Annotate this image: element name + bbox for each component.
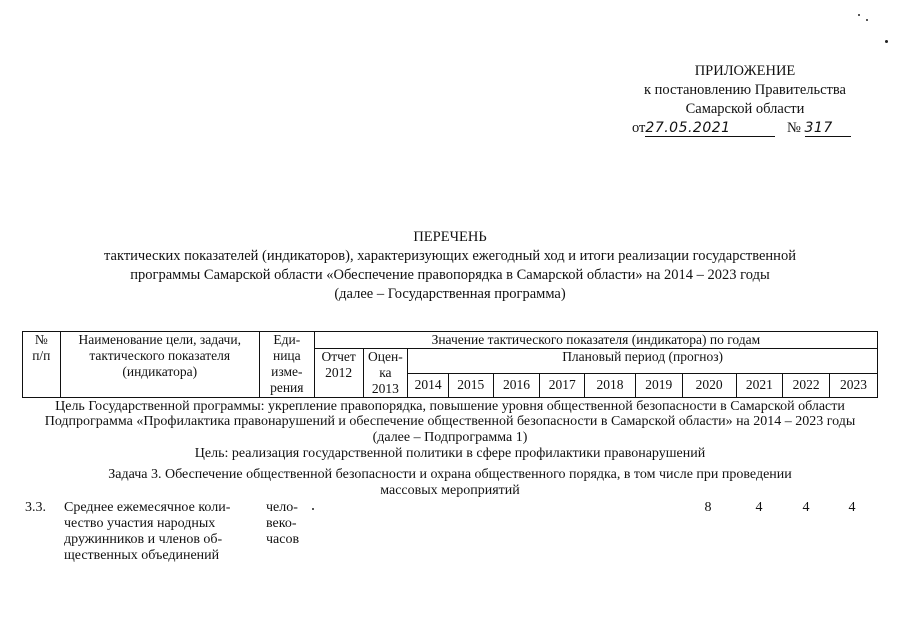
- plan-header: Плановый период (прогноз): [408, 349, 878, 374]
- row-value-2023: 4: [848, 500, 856, 515]
- row-unit-l2: веко-: [266, 516, 297, 531]
- year-header: 2015: [448, 373, 493, 398]
- estimate-l3: 2013: [371, 381, 399, 396]
- indicators-table-header: [22, 331, 878, 398]
- col-unit-l2: ница: [272, 348, 301, 363]
- col-unit-header: [259, 332, 314, 398]
- row-unit-l3: часов: [266, 532, 300, 547]
- report-header: [314, 349, 363, 398]
- date-value: 27.05.2021: [645, 120, 731, 136]
- col-unit-l3: изме-: [271, 364, 303, 379]
- title-line-1: тактических показателей (индикаторов), характеризующих ежегодный ход и итоги реализации государственной: [104, 248, 796, 264]
- year-header: 2021: [736, 373, 783, 398]
- row-name-l3: дружинников и членов об-: [64, 532, 223, 547]
- subprogram-title: [22, 414, 878, 446]
- col-name-l1: Наименование цели, задачи,: [78, 332, 241, 347]
- col-name-header: [60, 332, 259, 398]
- col-unit-l4: рения: [270, 380, 304, 395]
- year-header: 2018: [585, 373, 636, 398]
- annex-line-2: Самарской области: [685, 101, 805, 117]
- col-num-l2: п/п: [32, 348, 51, 363]
- task-line-2: массовых мероприятий: [380, 483, 520, 498]
- col-name-l3: (индикатора): [122, 364, 198, 379]
- subprogram-line-1: Подпрограмма «Профилактика правонарушений и обеспечение общественной безопасности в Самарской области» на 2014 – 2023 годы: [44, 414, 856, 429]
- number-field: [805, 121, 851, 137]
- title-line-2: программы Самарской области «Обеспечение правопорядка в Самарской области» на 2014 – 2023 годы: [130, 267, 770, 283]
- row-unit: [266, 500, 316, 548]
- year-header: 2016: [493, 373, 540, 398]
- date-field: [645, 121, 775, 137]
- task-title: [22, 467, 878, 499]
- annex-heading: ПРИЛОЖЕНИЕ: [694, 63, 796, 79]
- row-indicator-name: [64, 500, 264, 564]
- estimate-header: [363, 349, 408, 398]
- col-num-l1: №: [34, 332, 48, 347]
- annex-date-line: [600, 119, 890, 138]
- row-name-l4: щественных объединений: [64, 548, 220, 563]
- number-prefix: №: [787, 120, 801, 136]
- date-prefix: от: [632, 120, 646, 136]
- year-header: 2019: [635, 373, 682, 398]
- col-name-l2: тактического показателя: [89, 348, 231, 363]
- row-value-2021: 4: [755, 500, 763, 515]
- year-header: 2017: [540, 373, 585, 398]
- values-header: Значение тактического показателя (индикатора) по годам: [314, 332, 877, 349]
- document-title: [40, 228, 860, 304]
- subprogram-purpose: Цель: реализация государственной политики в сфере профилактики правонарушений: [194, 446, 706, 461]
- scan-speck: [858, 14, 860, 16]
- col-unit-l1: Еди-: [273, 332, 301, 347]
- year-header: 2020: [682, 373, 736, 398]
- year-header: 2022: [783, 373, 830, 398]
- row-name-l1: Среднее ежемесячное коли-: [64, 500, 231, 515]
- report-l2: 2012: [325, 365, 353, 380]
- report-l1: Отчет: [321, 349, 356, 364]
- estimate-l1: Оцен-: [368, 349, 403, 364]
- annex-block: [600, 62, 890, 138]
- subprogram-line-2: (далее – Подпрограмма 1): [372, 430, 528, 445]
- row-name-l2: чество участия народных: [64, 516, 216, 531]
- row-unit-l1: чело-: [266, 500, 298, 515]
- col-num-header: [23, 332, 61, 398]
- task-line-1: Задача 3. Обеспечение общественной безопасности и охрана общественного порядка, в том числе при проведении: [108, 467, 792, 482]
- row-value-2022: 4: [802, 500, 810, 515]
- scan-speck: [885, 40, 888, 43]
- row-number: 3.3.: [25, 500, 46, 515]
- program-goal: Цель Государственной программы: укрепление правопорядка, повышение уровня общественной безопасности в Самарской области: [55, 399, 845, 414]
- number-value: 317: [804, 120, 833, 136]
- scan-speck: [312, 508, 314, 510]
- scan-speck: [866, 19, 868, 21]
- year-header: 2023: [830, 373, 878, 398]
- annex-line-1: к постановлению Правительства: [644, 82, 846, 98]
- year-header: 2014: [408, 373, 449, 398]
- row-value-2020: 8: [704, 500, 712, 515]
- title-line-3: (далее – Государственная программа): [334, 286, 566, 302]
- title-heading: ПЕРЕЧЕНЬ: [413, 229, 487, 245]
- estimate-l2: ка: [379, 365, 392, 380]
